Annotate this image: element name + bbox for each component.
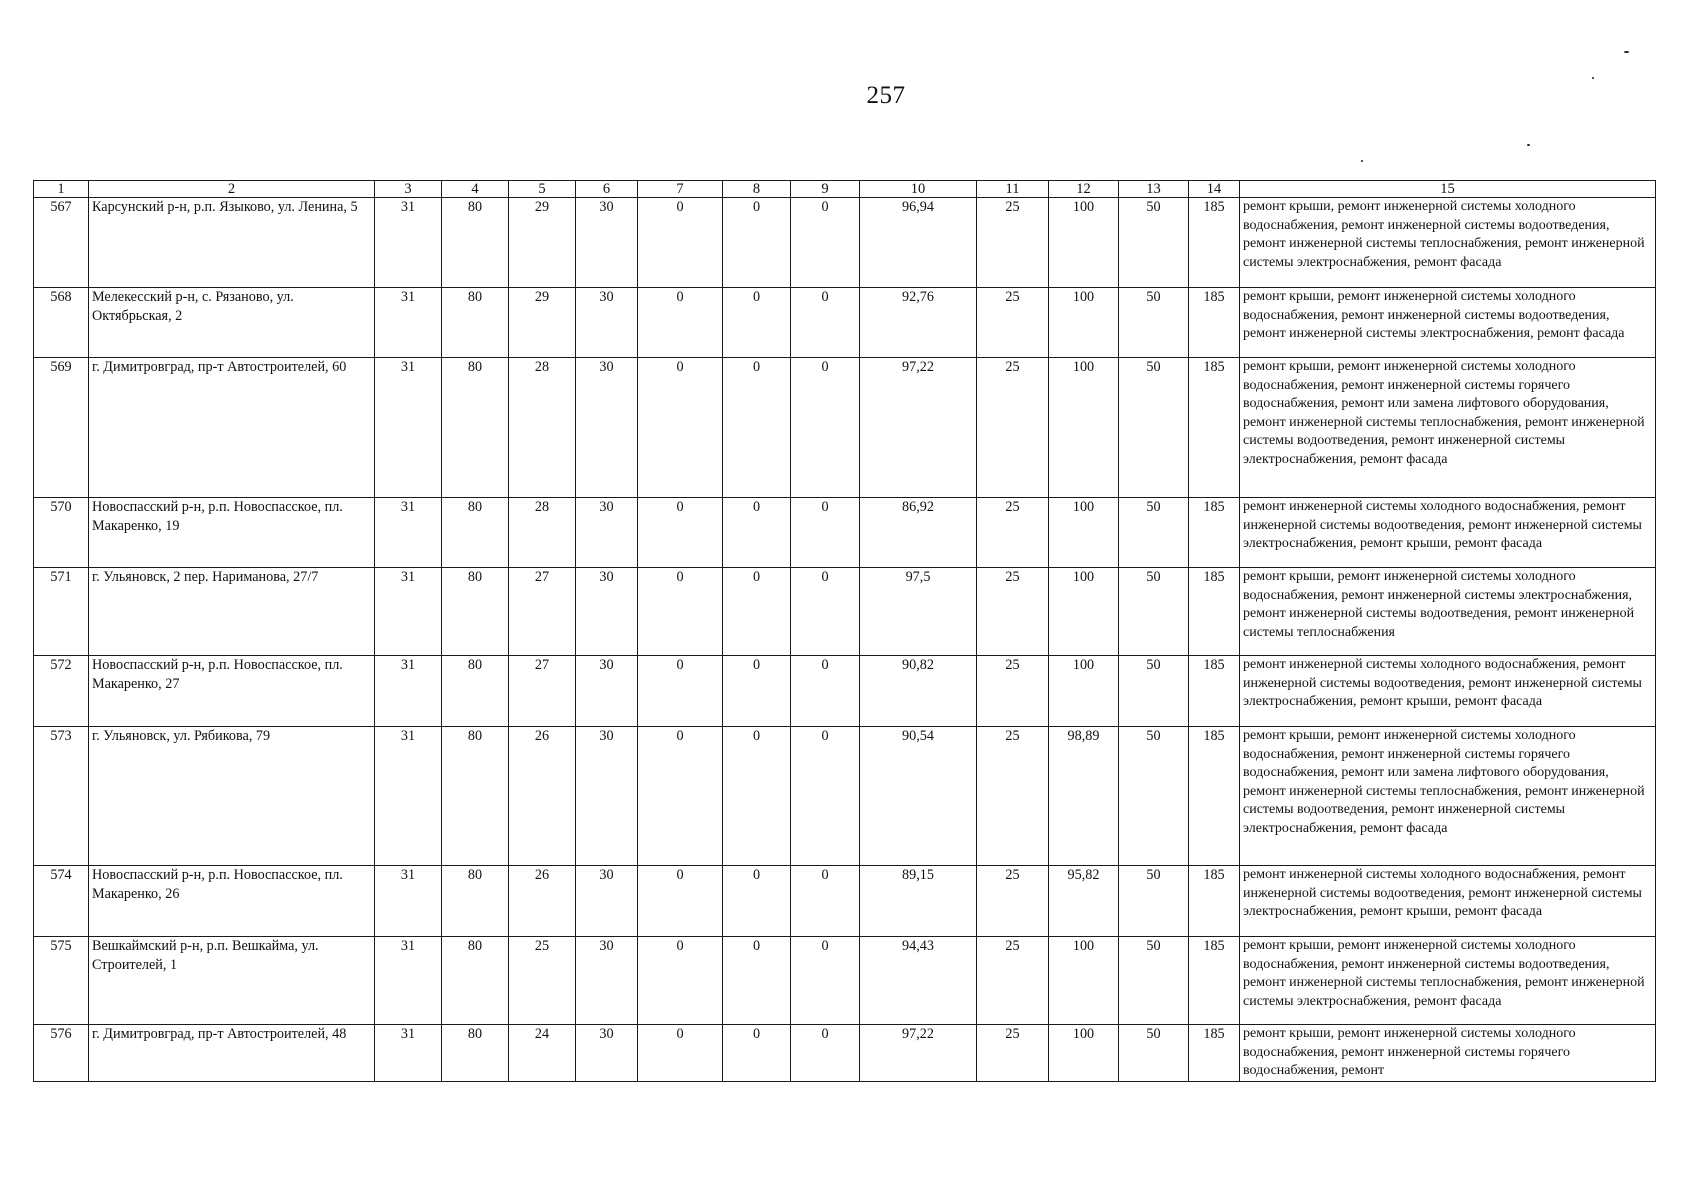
value-cell: 185 bbox=[1189, 1025, 1240, 1082]
value-cell: 80 bbox=[442, 727, 509, 866]
value-cell: 80 bbox=[442, 937, 509, 1025]
registry-sheet bbox=[33, 180, 1655, 1082]
value-cell: 31 bbox=[375, 358, 442, 498]
value-cell: 80 bbox=[442, 358, 509, 498]
column-header: 4 bbox=[442, 181, 509, 198]
scan-speck bbox=[1592, 77, 1594, 79]
address-cell: Новоспасский р-н, р.п. Новоспасское, пл. Макаренко, 19 bbox=[89, 498, 375, 568]
table-body bbox=[34, 181, 1656, 1082]
value-cell: 50 bbox=[1119, 358, 1189, 498]
value-cell: 100 bbox=[1049, 198, 1119, 288]
works-cell: ремонт крыши, ремонт инженерной системы холодного водоснабжения, ремонт инженерной системы горячего водоснабжения, ремонт или замена лифтового оборудования, ремонт инженерной системы теплоснабжения, ремонт инженерной системы водоотведения, ремонт инженерной системы электроснабжения, ремонт фасада bbox=[1240, 727, 1656, 866]
address-cell: Вешкаймский р-н, р.п. Вешкайма, ул. Строителей, 1 bbox=[89, 937, 375, 1025]
table-row bbox=[34, 937, 1656, 1025]
value-cell: 0 bbox=[723, 288, 791, 358]
value-cell: 0 bbox=[638, 1025, 723, 1082]
value-cell: 80 bbox=[442, 498, 509, 568]
value-cell: 31 bbox=[375, 568, 442, 656]
value-cell: 0 bbox=[791, 937, 860, 1025]
value-cell: 26 bbox=[509, 866, 576, 937]
value-cell: 30 bbox=[576, 358, 638, 498]
value-cell: 24 bbox=[509, 1025, 576, 1082]
column-header: 13 bbox=[1119, 181, 1189, 198]
value-cell: 30 bbox=[576, 727, 638, 866]
value-cell: 0 bbox=[791, 1025, 860, 1082]
address-cell: Новоспасский р-н, р.п. Новоспасское, пл. Макаренко, 26 bbox=[89, 866, 375, 937]
value-cell: 31 bbox=[375, 1025, 442, 1082]
value-cell: 25 bbox=[977, 1025, 1049, 1082]
value-cell: 97,5 bbox=[860, 568, 977, 656]
value-cell: 0 bbox=[638, 568, 723, 656]
value-cell: 0 bbox=[723, 1025, 791, 1082]
address-cell: г. Димитровград, пр-т Автостроителей, 60 bbox=[89, 358, 375, 498]
value-cell: 185 bbox=[1189, 727, 1240, 866]
value-cell: 80 bbox=[442, 198, 509, 288]
value-cell: 100 bbox=[1049, 1025, 1119, 1082]
row-number: 572 bbox=[34, 656, 89, 727]
table-row bbox=[34, 1025, 1656, 1082]
value-cell: 50 bbox=[1119, 288, 1189, 358]
row-number: 568 bbox=[34, 288, 89, 358]
value-cell: 80 bbox=[442, 568, 509, 656]
value-cell: 26 bbox=[509, 727, 576, 866]
works-cell: ремонт крыши, ремонт инженерной системы холодного водоснабжения, ремонт инженерной системы горячего водоснабжения, ремонт bbox=[1240, 1025, 1656, 1082]
row-number: 570 bbox=[34, 498, 89, 568]
column-header: 7 bbox=[638, 181, 723, 198]
value-cell: 0 bbox=[791, 358, 860, 498]
works-cell: ремонт инженерной системы холодного водоснабжения, ремонт инженерной системы водоотведения, ремонт инженерной системы электроснабжения, ремонт крыши, ремонт фасада bbox=[1240, 866, 1656, 937]
value-cell: 25 bbox=[977, 198, 1049, 288]
value-cell: 100 bbox=[1049, 288, 1119, 358]
value-cell: 50 bbox=[1119, 727, 1189, 866]
value-cell: 25 bbox=[977, 727, 1049, 866]
value-cell: 94,43 bbox=[860, 937, 977, 1025]
value-cell: 185 bbox=[1189, 288, 1240, 358]
value-cell: 95,82 bbox=[1049, 866, 1119, 937]
value-cell: 30 bbox=[576, 656, 638, 727]
value-cell: 185 bbox=[1189, 568, 1240, 656]
value-cell: 30 bbox=[576, 198, 638, 288]
table-row bbox=[34, 498, 1656, 568]
value-cell: 185 bbox=[1189, 498, 1240, 568]
value-cell: 100 bbox=[1049, 568, 1119, 656]
column-header: 3 bbox=[375, 181, 442, 198]
value-cell: 0 bbox=[791, 198, 860, 288]
value-cell: 29 bbox=[509, 198, 576, 288]
value-cell: 30 bbox=[576, 1025, 638, 1082]
value-cell: 0 bbox=[791, 568, 860, 656]
row-number: 571 bbox=[34, 568, 89, 656]
value-cell: 0 bbox=[638, 866, 723, 937]
value-cell: 28 bbox=[509, 358, 576, 498]
value-cell: 25 bbox=[509, 937, 576, 1025]
value-cell: 31 bbox=[375, 288, 442, 358]
value-cell: 50 bbox=[1119, 866, 1189, 937]
value-cell: 0 bbox=[791, 498, 860, 568]
value-cell: 0 bbox=[638, 358, 723, 498]
page-number: 257 bbox=[866, 82, 906, 109]
value-cell: 0 bbox=[638, 498, 723, 568]
value-cell: 98,89 bbox=[1049, 727, 1119, 866]
value-cell: 185 bbox=[1189, 937, 1240, 1025]
value-cell: 0 bbox=[638, 288, 723, 358]
value-cell: 185 bbox=[1189, 656, 1240, 727]
value-cell: 25 bbox=[977, 656, 1049, 727]
value-cell: 28 bbox=[509, 498, 576, 568]
column-header: 9 bbox=[791, 181, 860, 198]
value-cell: 100 bbox=[1049, 937, 1119, 1025]
row-number: 576 bbox=[34, 1025, 89, 1082]
column-header: 1 bbox=[34, 181, 89, 198]
address-cell: г. Димитровград, пр-т Автостроителей, 48 bbox=[89, 1025, 375, 1082]
column-header: 10 bbox=[860, 181, 977, 198]
value-cell: 0 bbox=[723, 866, 791, 937]
value-cell: 0 bbox=[791, 288, 860, 358]
address-cell: Новоспасский р-н, р.п. Новоспасское, пл. Макаренко, 27 bbox=[89, 656, 375, 727]
value-cell: 50 bbox=[1119, 937, 1189, 1025]
value-cell: 50 bbox=[1119, 568, 1189, 656]
value-cell: 97,22 bbox=[860, 1025, 977, 1082]
row-number: 574 bbox=[34, 866, 89, 937]
scan-speck bbox=[1527, 144, 1530, 146]
works-cell: ремонт инженерной системы холодного водоснабжения, ремонт инженерной системы водоотведения, ремонт инженерной системы электроснабжения, ремонт крыши, ремонт фасада bbox=[1240, 656, 1656, 727]
value-cell: 0 bbox=[638, 198, 723, 288]
works-cell: ремонт крыши, ремонт инженерной системы холодного водоснабжения, ремонт инженерной системы водоотведения, ремонт инженерной системы электроснабжения, ремонт фасада bbox=[1240, 288, 1656, 358]
value-cell: 25 bbox=[977, 288, 1049, 358]
value-cell: 31 bbox=[375, 866, 442, 937]
works-cell: ремонт инженерной системы холодного водоснабжения, ремонт инженерной системы водоотведения, ремонт инженерной системы электроснабжения, ремонт крыши, ремонт фасада bbox=[1240, 498, 1656, 568]
value-cell: 50 bbox=[1119, 1025, 1189, 1082]
value-cell: 86,92 bbox=[860, 498, 977, 568]
column-number-row bbox=[34, 181, 1656, 198]
row-number: 569 bbox=[34, 358, 89, 498]
value-cell: 90,82 bbox=[860, 656, 977, 727]
value-cell: 185 bbox=[1189, 198, 1240, 288]
works-cell: ремонт крыши, ремонт инженерной системы холодного водоснабжения, ремонт инженерной системы горячего водоснабжения, ремонт или замена лифтового оборудования, ремонт инженерной системы теплоснабжения, ремонт инженерной системы водоотведения, ремонт инженерной системы электроснабжения, ремонт фасада bbox=[1240, 358, 1656, 498]
value-cell: 0 bbox=[791, 656, 860, 727]
value-cell: 97,22 bbox=[860, 358, 977, 498]
value-cell: 50 bbox=[1119, 656, 1189, 727]
value-cell: 31 bbox=[375, 656, 442, 727]
column-header: 8 bbox=[723, 181, 791, 198]
value-cell: 30 bbox=[576, 288, 638, 358]
address-cell: г. Ульяновск, ул. Рябикова, 79 bbox=[89, 727, 375, 866]
row-number: 573 bbox=[34, 727, 89, 866]
value-cell: 0 bbox=[723, 498, 791, 568]
column-header: 5 bbox=[509, 181, 576, 198]
value-cell: 0 bbox=[791, 727, 860, 866]
value-cell: 25 bbox=[977, 498, 1049, 568]
value-cell: 50 bbox=[1119, 498, 1189, 568]
table-row bbox=[34, 656, 1656, 727]
value-cell: 0 bbox=[638, 937, 723, 1025]
column-header: 12 bbox=[1049, 181, 1119, 198]
table-row bbox=[34, 568, 1656, 656]
works-cell: ремонт крыши, ремонт инженерной системы холодного водоснабжения, ремонт инженерной системы водоотведения, ремонт инженерной системы теплоснабжения, ремонт инженерной системы электроснабжения, ремонт фасада bbox=[1240, 937, 1656, 1025]
works-cell: ремонт крыши, ремонт инженерной системы холодного водоснабжения, ремонт инженерной системы водоотведения, ремонт инженерной системы теплоснабжения, ремонт инженерной системы электроснабжения, ремонт фасада bbox=[1240, 198, 1656, 288]
value-cell: 90,54 bbox=[860, 727, 977, 866]
table-row bbox=[34, 358, 1656, 498]
registry-table bbox=[33, 180, 1656, 1082]
value-cell: 30 bbox=[576, 568, 638, 656]
value-cell: 25 bbox=[977, 358, 1049, 498]
value-cell: 100 bbox=[1049, 358, 1119, 498]
value-cell: 0 bbox=[723, 198, 791, 288]
row-number: 567 bbox=[34, 198, 89, 288]
column-header: 15 bbox=[1240, 181, 1656, 198]
value-cell: 100 bbox=[1049, 498, 1119, 568]
value-cell: 25 bbox=[977, 866, 1049, 937]
value-cell: 96,94 bbox=[860, 198, 977, 288]
table-row bbox=[34, 198, 1656, 288]
table-row bbox=[34, 727, 1656, 866]
value-cell: 31 bbox=[375, 498, 442, 568]
address-cell: г. Ульяновск, 2 пер. Нариманова, 27/7 bbox=[89, 568, 375, 656]
value-cell: 80 bbox=[442, 288, 509, 358]
value-cell: 185 bbox=[1189, 866, 1240, 937]
value-cell: 25 bbox=[977, 568, 1049, 656]
value-cell: 30 bbox=[576, 866, 638, 937]
value-cell: 185 bbox=[1189, 358, 1240, 498]
column-header: 11 bbox=[977, 181, 1049, 198]
column-header: 14 bbox=[1189, 181, 1240, 198]
value-cell: 80 bbox=[442, 656, 509, 727]
value-cell: 0 bbox=[638, 727, 723, 866]
works-cell: ремонт крыши, ремонт инженерной системы холодного водоснабжения, ремонт инженерной системы электроснабжения, ремонт инженерной системы водоотведения, ремонт инженерной системы теплоснабжения bbox=[1240, 568, 1656, 656]
value-cell: 89,15 bbox=[860, 866, 977, 937]
value-cell: 0 bbox=[723, 937, 791, 1025]
scan-speck bbox=[1361, 160, 1363, 162]
table-row bbox=[34, 288, 1656, 358]
value-cell: 31 bbox=[375, 198, 442, 288]
value-cell: 31 bbox=[375, 937, 442, 1025]
value-cell: 50 bbox=[1119, 198, 1189, 288]
value-cell: 0 bbox=[723, 656, 791, 727]
value-cell: 92,76 bbox=[860, 288, 977, 358]
address-cell: Карсунский р-н, р.п. Языково, ул. Ленина, 5 bbox=[89, 198, 375, 288]
scan-speck bbox=[1624, 51, 1629, 53]
value-cell: 27 bbox=[509, 656, 576, 727]
column-header: 6 bbox=[576, 181, 638, 198]
value-cell: 0 bbox=[638, 656, 723, 727]
value-cell: 27 bbox=[509, 568, 576, 656]
value-cell: 0 bbox=[791, 866, 860, 937]
value-cell: 0 bbox=[723, 358, 791, 498]
value-cell: 30 bbox=[576, 937, 638, 1025]
value-cell: 25 bbox=[977, 937, 1049, 1025]
value-cell: 30 bbox=[576, 498, 638, 568]
column-header: 2 bbox=[89, 181, 375, 198]
value-cell: 80 bbox=[442, 1025, 509, 1082]
value-cell: 0 bbox=[723, 568, 791, 656]
value-cell: 100 bbox=[1049, 656, 1119, 727]
value-cell: 0 bbox=[723, 727, 791, 866]
value-cell: 29 bbox=[509, 288, 576, 358]
value-cell: 80 bbox=[442, 866, 509, 937]
value-cell: 31 bbox=[375, 727, 442, 866]
address-cell: Мелекесский р-н, с. Рязаново, ул. Октябрьская, 2 bbox=[89, 288, 375, 358]
table-row bbox=[34, 866, 1656, 937]
row-number: 575 bbox=[34, 937, 89, 1025]
